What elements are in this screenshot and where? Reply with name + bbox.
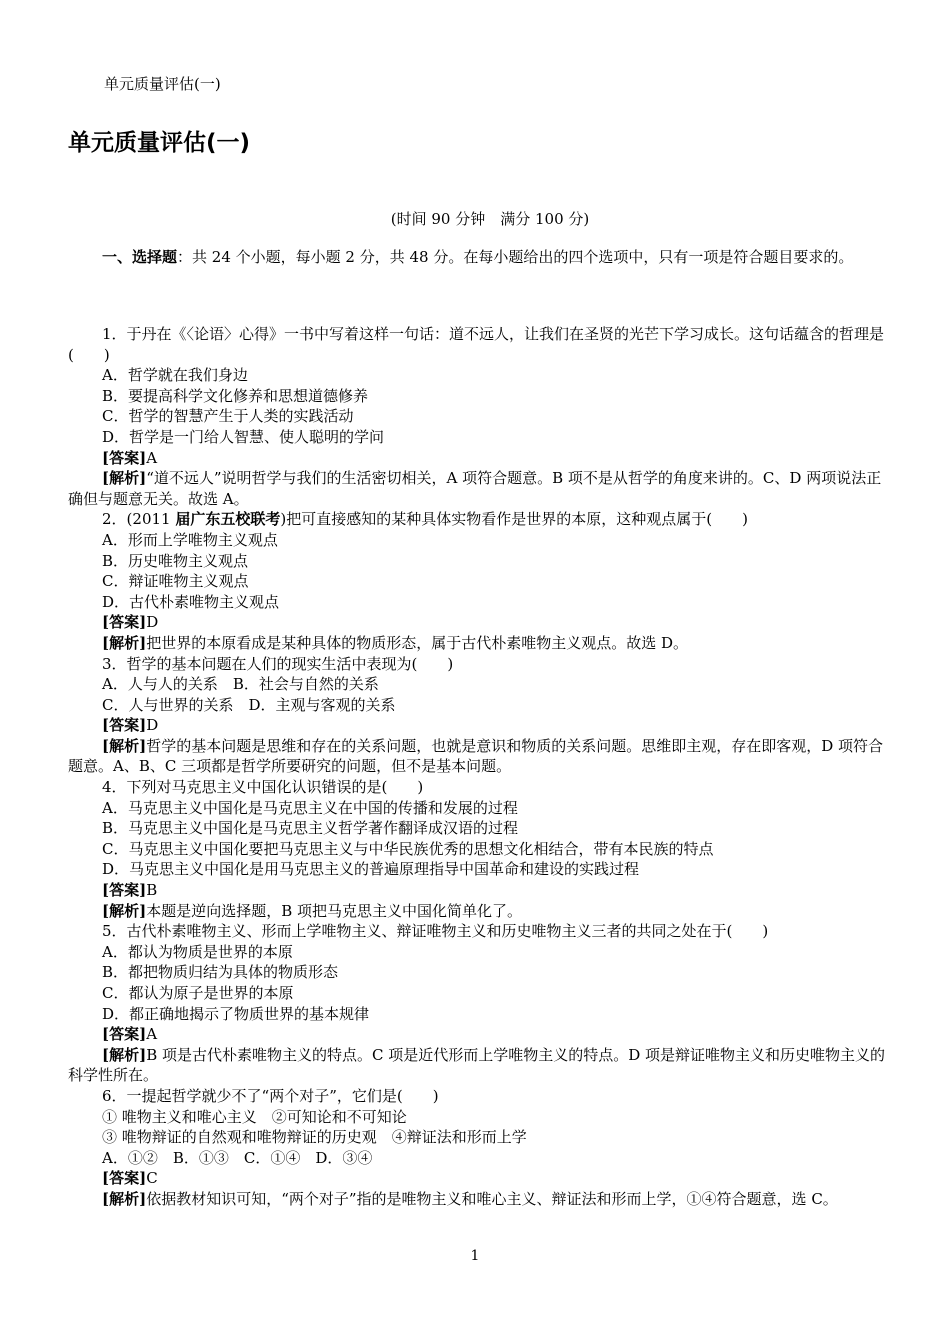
question-4-stem: 4．下列对马克思主义中国化认识错误的是( ) xyxy=(102,778,424,797)
explanation-label: [解析] xyxy=(102,633,147,652)
answer-value: B xyxy=(146,881,158,900)
question-6-items-34: ③ 唯物辩证的自然观和唯物辩证的历史观 ④辩证法和形而上学 xyxy=(102,1128,527,1147)
question-3-answer xyxy=(68,715,886,736)
question-2-option-a: A．形而上学唯物主义观点 xyxy=(102,530,278,549)
question-2-answer xyxy=(68,612,886,633)
question-6-answer xyxy=(68,1168,886,1189)
question-5-explanation xyxy=(68,1045,886,1086)
answer-value: A xyxy=(146,1025,158,1044)
answer-value: C xyxy=(146,1169,158,1188)
question-4-answer xyxy=(68,880,886,901)
question-4-option-c: C．马克思主义中国化要把马克思主义与中华民族优秀的思想文化相结合，带有本民族的特点 xyxy=(102,839,714,858)
question-2-option-c: C．辩证唯物主义观点 xyxy=(102,572,249,591)
exam-meta: (时间 90 分钟 满分 100 分) xyxy=(390,210,590,228)
section-instructions xyxy=(68,246,886,268)
question-4-explanation xyxy=(68,901,886,922)
explanation-text: 哲学的基本问题是思维和存在的关系问题，也就是意识和物质的关系问题。思维即主观，存在即客观，D 项符合题意。A、B、C 三项都是哲学所要研究的问题，但不是基本问题。 xyxy=(68,736,884,776)
explanation-label: [解析] xyxy=(102,1189,147,1208)
question-5-answer xyxy=(68,1024,886,1045)
question-3-explanation xyxy=(68,736,886,777)
question-2-stem xyxy=(68,509,886,530)
question-list xyxy=(68,324,886,1210)
page-number: 1 xyxy=(470,1248,480,1264)
question-1-explanation xyxy=(68,468,886,509)
question-3-options-cd: C．人与世界的关系 D．主观与客观的关系 xyxy=(102,695,396,714)
question-4-option-d: D．马克思主义中国化是用马克思主义的普遍原理指导中国革命和建设的实践过程 xyxy=(102,860,640,879)
section-text: ：共 24 个小题，每小题 2 分，共 48 分。在每小题给出的四个选项中，只有一项是符合题目要求的。 xyxy=(177,248,854,266)
question-6-items-12: ① 唯物主义和唯心主义 ②可知论和不可知论 xyxy=(102,1107,407,1126)
explanation-label: [解析] xyxy=(102,736,147,755)
question-3-options-ab: A．人与人的关系 B．社会与自然的关系 xyxy=(102,675,379,694)
question-4-option-b: B．马克思主义中国化是马克思主义哲学著作翻译成汉语的过程 xyxy=(102,819,519,838)
question-5-option-c: C．都认为原子是世界的本原 xyxy=(102,984,294,1002)
question-5-option-a: A．都认为物质是世界的本原 xyxy=(102,942,293,961)
answer-label: [答案] xyxy=(102,881,147,900)
question-5-option-d: D．都正确地揭示了物质世界的基本规律 xyxy=(102,1004,370,1023)
answer-value: A xyxy=(146,448,158,467)
answer-label: [答案] xyxy=(102,1169,147,1188)
question-6-explanation xyxy=(68,1189,886,1210)
question-6-stem: 6．一提起哲学就少不了“两个对子”，它们是( ) xyxy=(102,1086,439,1105)
explanation-label: [解析] xyxy=(102,1045,147,1064)
question-1-option-a: A．哲学就在我们身边 xyxy=(102,366,248,385)
question-2-option-b: B．历史唯物主义观点 xyxy=(102,551,249,570)
explanation-text: 本题是逆向选择题，B 项把马克思主义中国化简单化了。 xyxy=(146,901,522,920)
question-1-option-b: B．要提高科学文化修养和思想道德修养 xyxy=(102,386,369,405)
explanation-label: [解析] xyxy=(102,901,147,920)
answer-label: [答案] xyxy=(102,448,147,467)
question-2-source: 届广东五校联考 xyxy=(175,510,281,529)
explanation-text: 把世界的本原看成是某种具体的物质形态，属于古代朴素唯物主义观点。故选 D。 xyxy=(146,633,689,652)
explanation-text: 依据教材知识可知，“两个对子”指的是唯物主义和唯心主义、辩证法和形而上学，①④符合题意，选 C。 xyxy=(146,1189,838,1208)
question-1-option-d: D．哲学是一门给人智慧、使人聪明的学问 xyxy=(102,427,385,446)
answer-value: D xyxy=(146,716,159,735)
question-4-option-a: A．马克思主义中国化是马克思主义在中国的传播和发展的过程 xyxy=(102,798,518,817)
question-6-options: A．①② B．①③ C．①④ D．③④ xyxy=(102,1148,373,1167)
page-title: 单元质量评估(一) xyxy=(68,130,251,156)
explanation-text: B 项是古代朴素唯物主义的特点。C 项是近代形而上学唯物主义的特点。D 项是辩证唯物主义和历史唯物主义的科学性所在。 xyxy=(68,1045,886,1085)
answer-label: [答案] xyxy=(102,716,147,735)
answer-label: [答案] xyxy=(102,1025,147,1044)
section-label: 一、选择题 xyxy=(102,248,178,266)
answer-value: D xyxy=(146,613,159,632)
question-1-answer xyxy=(68,448,886,469)
running-header: 单元质量评估(一) xyxy=(104,75,221,93)
question-2-option-d: D．古代朴素唯物主义观点 xyxy=(102,592,280,611)
explanation-text: “道不远人”说明哲学与我们的生活密切相关，A 项符合题意。B 项不是从哲学的角度来讲的。C、D 两项说法正确但与题意无关。故选 A。 xyxy=(68,469,882,508)
question-1-option-c: C．哲学的智慧产生于人类的实践活动 xyxy=(102,407,354,426)
question-5-stem: 5．古代朴素唯物主义、形而上学唯物主义、辩证唯物主义和历史唯物主义三者的共同之处在于( ) xyxy=(102,922,769,941)
explanation-label: [解析] xyxy=(102,469,147,488)
question-5-option-b: B．都把物质归结为具体的物质形态 xyxy=(102,963,339,982)
question-2-number: 2．(2011 xyxy=(102,510,176,529)
answer-label: [答案] xyxy=(102,613,147,632)
question-2-explanation xyxy=(68,633,886,654)
question-3-stem: 3．哲学的基本问题在人们的现实生活中表现为( ) xyxy=(102,654,454,673)
question-1-stem: 1．于丹在《〈论语〉心得》一书中写着这样一句话：道不远人，让我们在圣贤的光芒下学习成长。这句话蕴含的哲理是( ) xyxy=(68,325,885,364)
question-2-text: )把可直接感知的某种具体实物看作是世界的本原，这种观点属于( ) xyxy=(280,510,748,529)
